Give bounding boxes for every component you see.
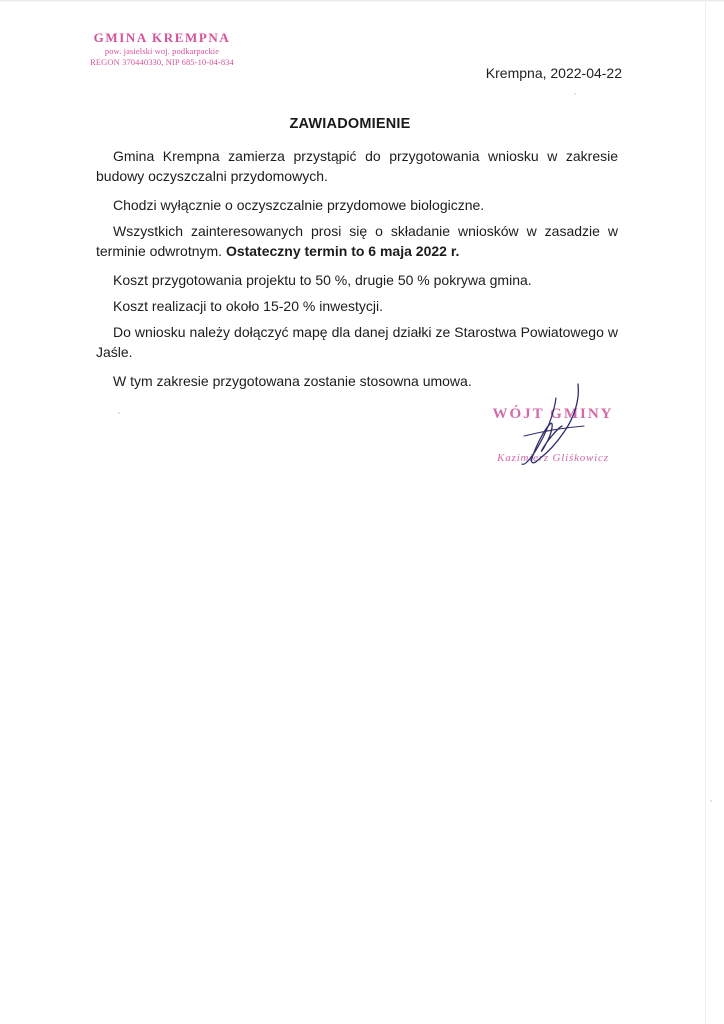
document-body [96,146,618,400]
scan-edge [0,0,724,2]
scan-edge-right [705,0,706,1024]
signature-stamp [470,380,640,480]
paragraph-project-cost: Koszt przygotowania projektu to 50 %, drugie 50 % pokrywa gmina. [113,272,532,288]
place-and-date: Krempna, 2022-04-22 [485,65,622,81]
signature-stamp-title: WÓJT GMINY [492,406,614,422]
paragraph-deadline [96,221,618,261]
paragraph-scope: Chodzi wyłącznie o oczyszczalnie przydomowe biologiczne. [113,197,485,213]
stamp-municipality-name: GMINA KREMPNA [93,30,231,45]
document-title: ZAWIADOMIENIE [289,116,411,132]
stamp-district-line: pow. jasielski woj. podkarpackie [104,46,220,56]
scan-speck [118,412,120,414]
paragraph-intro: Gmina Krempna zamierza przystąpić do przygotowania wniosku w zakresie budowy oczyszczalni przydomowych. [96,148,618,184]
paragraph-deadline-text: Wszystkich zainteresowanych prosi się o składanie wniosków w zasadzie w terminie odwrotnym. [96,223,618,259]
stamp-registry-line: REGON 370440330, NIP 685-10-04-834 [90,57,234,67]
signature-stamp-name: Kazimierz Gliśkowicz [497,452,609,464]
paragraph-map: Do wniosku należy dołączyć mapę dla danej działki ze Starostwa Powiatowego w Jaśle. [96,324,618,360]
paragraph-agreement: W tym zakresie przygotowana zostanie stosowna umowa. [113,373,472,389]
scan-speck [574,93,576,95]
deadline-bold: Ostateczny termin to 6 maja 2022 r. [225,243,460,259]
paragraph-realization-cost: Koszt realizacji to około 15-20 % inwestycji. [113,298,384,314]
handwritten-signature [500,380,600,475]
scan-speck [710,800,712,802]
header-stamp [77,30,247,68]
